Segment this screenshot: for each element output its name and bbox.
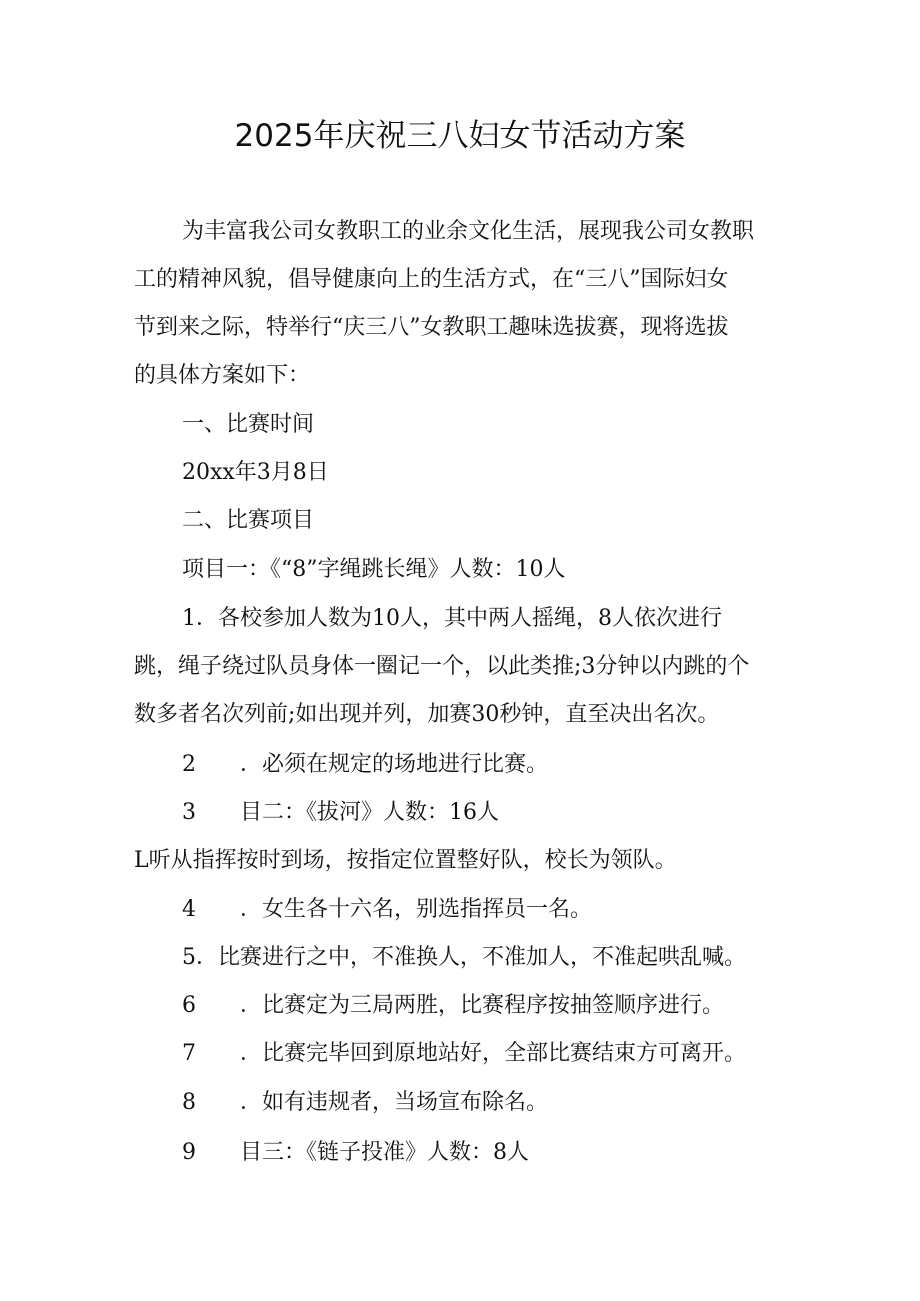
rule-8-number: 8 bbox=[182, 1090, 196, 1115]
rule-6 bbox=[182, 982, 724, 1030]
rule-9-number: 9 bbox=[182, 1140, 196, 1165]
rule-5: 5．比赛进行之中，不准换人，不准加人，不准起哄乱喊。 bbox=[182, 945, 746, 970]
rule-8 bbox=[182, 1079, 548, 1127]
rule-6-number: 6 bbox=[182, 993, 196, 1018]
rule-2-text: ．必须在规定的场地进行比赛。 bbox=[240, 752, 549, 777]
intro-line-3: 节到来之际，特举行“庆三八”女教职工趣味选拔赛，现将选拔 bbox=[134, 315, 729, 340]
intro-line-2: 工的精神风貌，倡导健康向上的生活方式，在“三八”国际妇女 bbox=[134, 267, 729, 292]
rule-4-text: ．女生各十六名，别选指挥员一名。 bbox=[240, 897, 593, 922]
rule-1-line-3: 数多者名次列前;如出现并列，加赛30秒钟，直至决出名次。 bbox=[134, 702, 720, 727]
rule-9 bbox=[182, 1129, 529, 1177]
rule-4 bbox=[182, 886, 592, 934]
intro-paragraph bbox=[134, 208, 794, 400]
rule-2 bbox=[182, 741, 548, 789]
document-title: 2025年庆祝三八妇女节活动方案 bbox=[234, 118, 686, 154]
rule-6-text: ．比赛定为三局两胜，比赛程序按抽签顺序进行。 bbox=[240, 993, 725, 1018]
section-heading-time: 一、比赛时间 bbox=[182, 412, 315, 437]
rule-4-number: 4 bbox=[182, 897, 196, 922]
rule-7-text: ．比赛完毕回到原地站好，全部比赛结束方可离开。 bbox=[240, 1041, 747, 1066]
rule-1-line-2: 跳，绳子绕过队员身体一圈记一个，以此类推;3分钟以内跳的个 bbox=[134, 654, 750, 679]
section-heading-items: 二、比赛项目 bbox=[182, 508, 315, 533]
rule-3-number: 3 bbox=[182, 800, 196, 825]
rule-l: L听从指挥按时到场，按指定位置整好队，校长为领队。 bbox=[134, 848, 677, 873]
rule-1-line-1: 1．各校参加人数为10人，其中两人摇绳，8人依次进行 bbox=[182, 606, 722, 631]
rule-3 bbox=[182, 789, 499, 837]
rule-8-text: ．如有违规者，当场宣布除名。 bbox=[240, 1090, 549, 1115]
rule-1-paragraph bbox=[134, 595, 794, 739]
rule-7-number: 7 bbox=[182, 1041, 196, 1066]
rule-9-text: 目三：《链子投准》人数：8人 bbox=[240, 1140, 529, 1165]
intro-line-4: 的具体方案如下： bbox=[134, 363, 311, 388]
competition-date: 20xx年3月8日 bbox=[182, 460, 329, 485]
rule-7 bbox=[182, 1030, 746, 1078]
item-one-title: 项目一：《“8”字绳跳长绳》人数：10人 bbox=[182, 557, 566, 582]
rule-3-text: 目二：《拔河》人数：16人 bbox=[240, 800, 499, 825]
intro-line-1: 为丰富我公司女教职工的业余文化生活，展现我公司女教职 bbox=[182, 219, 755, 244]
rule-2-number: 2 bbox=[182, 752, 196, 777]
